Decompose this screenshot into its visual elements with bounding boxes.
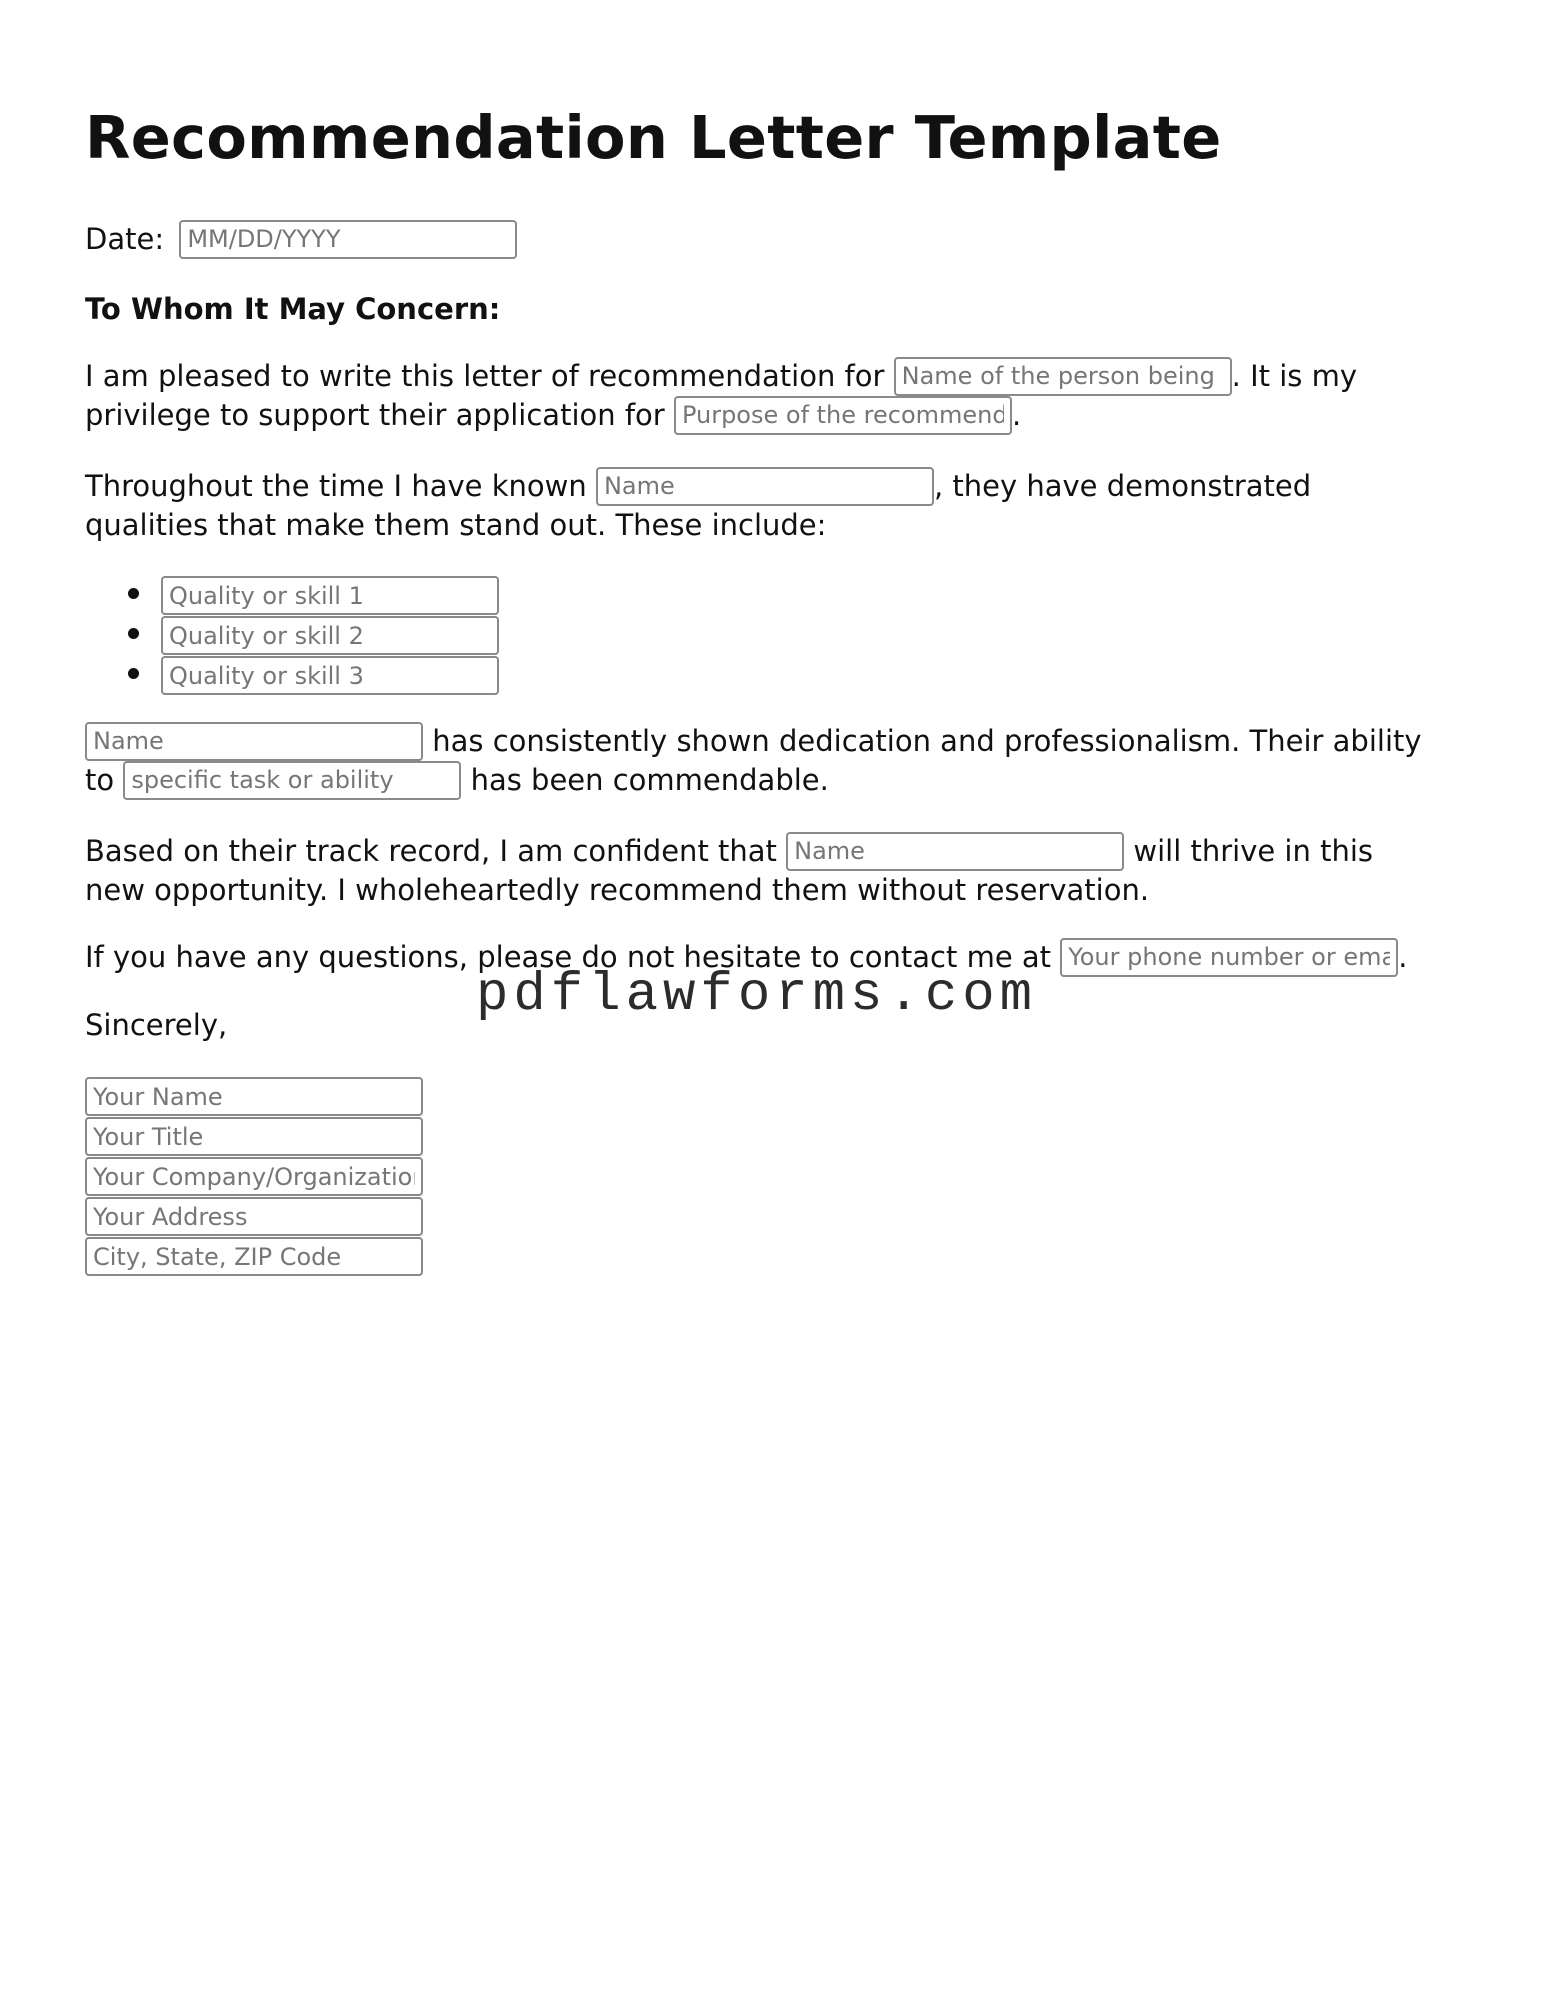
page-title: Recommendation Letter Template	[85, 103, 1222, 172]
para4-text-a: Based on their track record, I am confident that	[85, 834, 777, 868]
known-name-input[interactable]	[596, 467, 934, 506]
signature-title-input[interactable]	[85, 1117, 423, 1156]
signature-address-input[interactable]	[85, 1197, 423, 1236]
closing: Sincerely,	[85, 1008, 228, 1042]
para5-text-a: If you have any questions, please do not hesitate to contact me at	[85, 940, 1052, 974]
para3-name-input[interactable]	[85, 722, 423, 761]
para2-line1	[85, 467, 1311, 508]
salutation: To Whom It May Concern:	[85, 292, 501, 326]
date-row	[85, 220, 517, 261]
para3-line2	[85, 761, 829, 802]
specific-task-input[interactable]	[123, 761, 461, 800]
watermark: pdflawforms.com	[476, 965, 1038, 1026]
bullet-1	[128, 588, 139, 599]
quality-3-input[interactable]	[161, 656, 499, 695]
signature-company-input[interactable]	[85, 1157, 423, 1196]
bullet-3	[128, 668, 139, 679]
para3-text-c: has been commendable.	[470, 763, 829, 797]
para1-text-c: privilege to support their application for	[85, 398, 665, 432]
para4-name-input[interactable]	[786, 832, 1124, 871]
para5-text-b: .	[1398, 940, 1408, 974]
para3-text-b: to	[85, 763, 115, 797]
para1-text-b: . It is my	[1231, 359, 1358, 393]
signature-city-input[interactable]	[85, 1237, 423, 1276]
para2-line2: qualities that make them stand out. These include:	[85, 508, 827, 542]
bullet-2	[128, 628, 139, 639]
purpose-input[interactable]	[674, 396, 1012, 435]
date-input[interactable]	[179, 220, 517, 259]
para3-line1	[85, 722, 1422, 763]
para4-line1	[85, 832, 1373, 873]
para4-text-b: will thrive in this	[1133, 834, 1373, 868]
quality-1-input[interactable]	[161, 576, 499, 615]
contact-input[interactable]	[1060, 938, 1398, 977]
para2-text-b: , they have demonstrated	[933, 469, 1312, 503]
para3-text-a: has consistently shown dedication and professionalism. Their ability	[432, 724, 1422, 758]
quality-2-input[interactable]	[161, 616, 499, 655]
signature-name-input[interactable]	[85, 1077, 423, 1116]
recommended-person-input[interactable]	[894, 357, 1232, 396]
para1-text-d: .	[1011, 398, 1022, 432]
para1-line2	[85, 396, 1021, 437]
para4-line2: new opportunity. I wholeheartedly recommend them without reservation.	[85, 873, 1150, 907]
date-label: Date:	[85, 222, 165, 256]
para2-text-a: Throughout the time I have known	[85, 469, 587, 503]
para1-line1	[85, 357, 1357, 398]
para1-text-a: I am pleased to write this letter of recommendation for	[85, 359, 885, 393]
